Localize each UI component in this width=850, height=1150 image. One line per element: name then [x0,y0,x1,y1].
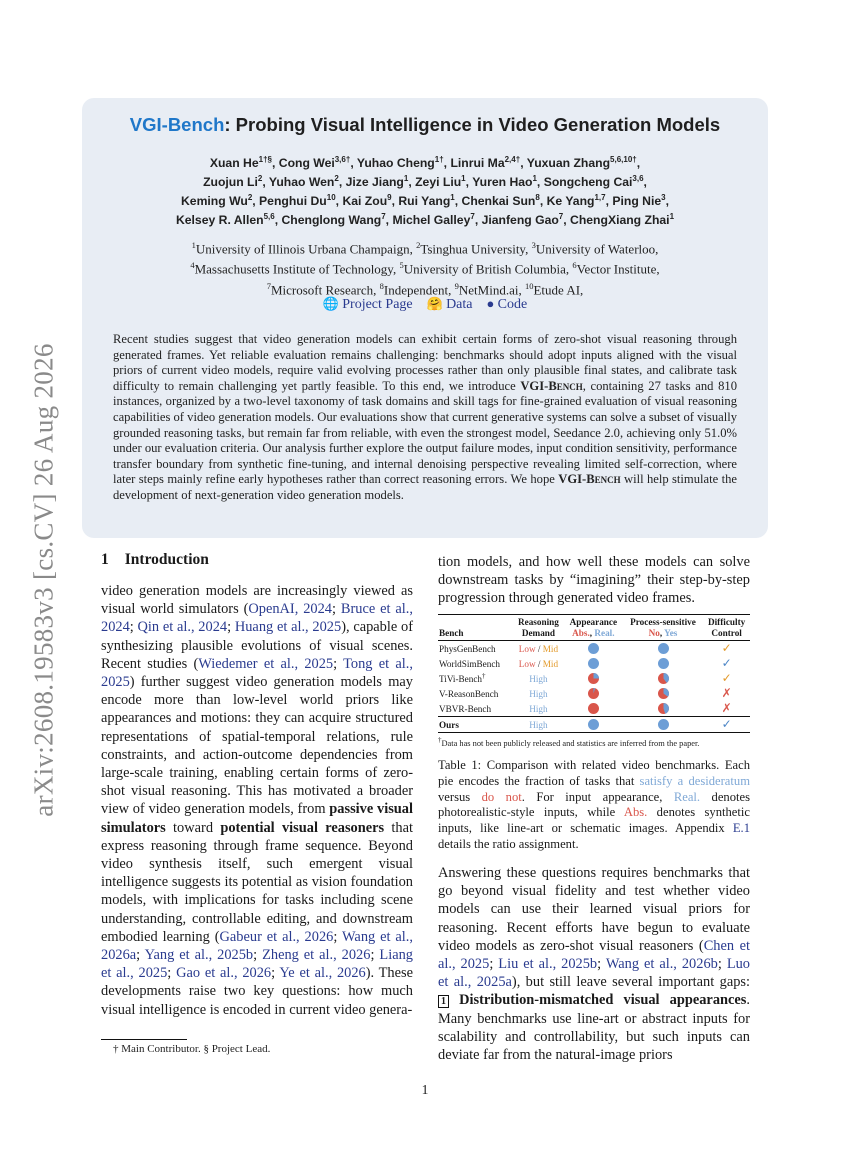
ratio-pie [587,657,600,670]
author-affiliation-mark: 3,6 [632,174,644,184]
citation-link[interactable]: Wang et al., 2026b [605,956,718,973]
appearance-cell [564,641,623,657]
affiliation-mark: 6 [572,260,577,271]
author-affiliation-mark: 7 [470,212,475,222]
author-affiliation-mark: 1 [461,174,466,184]
citation-link[interactable]: Gao et al., 2026 [176,965,272,982]
author-affiliation-mark: 5,6,10† [610,155,637,164]
author-affiliation-mark: 3 [661,193,666,203]
cross-mark-icon: ✗ [721,686,732,700]
process-cell [623,701,704,717]
affiliation-name: Tsinghua University [420,241,526,257]
table-row [438,641,750,657]
author-name: Penghui Du [259,194,327,209]
author-affiliation-mark: 1†§ [258,155,272,164]
github-icon: ● [486,296,498,311]
project-page-link[interactable] [323,297,413,312]
footnote-rule [101,1039,187,1040]
difficulty-cell [703,701,750,717]
author-affiliation-mark: 8 [535,193,540,203]
affiliation-name: Massachusetts Institute of Technology [194,261,393,277]
table-note: †Data has not been publicly released and statistics are inferred from the paper. [438,736,700,748]
affiliation-mark: 10 [524,280,534,291]
bench-name-cell: V-ReasonBench [439,688,499,699]
ratio-pie [587,642,600,655]
difficulty-cell [703,641,750,657]
author-name: Zeyi Liu [415,175,462,190]
bench-name-cell: WorldSimBench [439,658,501,669]
bench-name-cell: VBVR-Bench [439,703,492,714]
author-name: Rui Yang [398,194,451,209]
comparison-table [438,614,750,748]
author-name: ChengXiang Zhai [570,213,670,228]
table-row [438,717,750,733]
check-mark-icon: ✓ [721,717,732,731]
appearance-cell [564,656,623,671]
pie-satisfy-slice [588,658,599,669]
affiliation-mark: 5 [399,260,404,271]
reasoning-demand-cell: High [529,703,548,714]
affiliation-mark: 7 [266,280,271,291]
data-link[interactable] [427,297,473,312]
bench-name-cell: Ours [439,719,459,730]
author-name: Kelsey R. Allen [175,213,264,228]
author-affiliation-mark: 1 [669,212,675,222]
citation-link[interactable]: Yang et al., 2025b [144,947,254,964]
affiliation-name: University of British Columbia [403,261,566,277]
pie-satisfy-slice [593,673,599,679]
citation-link[interactable]: Wang et al., 2026a [101,928,413,964]
intro-right-column-top: tion models, and how well these models can solve downstream tasks by “imagining” their step-by-step progression through generated video frames. [438,554,750,607]
abstract: Recent studies suggest that video generation models can exhibit certain forms of zero-shot visual reasoning through generated frames. Yet reliable evaluation remains challenging: benchmarks should adopt inputs aligned with the visual priors of current video models, require valid evolving processes rather than only plausible final states, and calibrate task difficulty to remain challenging yet partly feasible. To this end, we introduce VGI-Bench, containing 27 tasks and 810 instances, organized by a two-level taxonomy of task domains and skill tags for fine-grained evaluation of visual reasoning capabilities of video generation models. Our evaluations show that current generative systems can solve a subset of visually grounded reasoning tasks, but remain far from reliable, with even the strongest model, Seedance 2.0, achieving only 51.0% under our evaluation criteria. Our analysis further explore the output failure modes, input condition sensitivity, performance transfer boundary from synthetic fine-tuning, and internal denoising perspective revealing limited self-correction, where later steps mainly refine early hypotheses rather than correct reasoning errors. We hope VGI-Bench will help stimulate the development of next-generation video generation models. [113,332,737,502]
citation-link[interactable]: Tong et al., 2025 [101,655,413,691]
citation-link[interactable]: Wiedemer et al., 2025 [198,655,334,672]
bench-name: VGI-Bench [558,472,621,487]
citation-link[interactable]: Huang et al., 2025 [234,619,342,636]
author-name: Ke Yang [546,194,595,209]
check-mark-icon: ✓ [721,671,732,685]
citation-link[interactable]: Ye et al., 2026 [279,965,366,982]
ratio-pie [587,718,600,731]
affiliation-name: NetMind.ai [458,281,519,297]
author-affiliation-mark: 5,6 [263,212,275,222]
table-row [438,701,750,717]
author-name: Kai Zou [342,194,388,209]
difficulty-cell [703,686,750,701]
table-caption: Table 1: Comparison with related video benchmarks. Each pie encodes the fraction of tasks that satisfy a desideratum versus do not. For input appearance, Real. denotes photorealistic-style inputs, while Abs. denotes synthetic inputs, like line-art or schematic images. Appendix E.1 details the ratio assignment. [438,758,750,851]
affiliation-mark: 4 [190,260,195,271]
col-appearance: Appearance Abs., Real. [569,617,618,638]
author-affiliation-mark: 1,7 [594,193,606,203]
link-label: Data [446,297,473,312]
author-name: Chenglong Wang [281,213,382,228]
appearance-cell [564,717,623,733]
author-name: Jize Jiang [345,175,404,190]
author-name: Yuhao Cheng [356,156,435,171]
pie-satisfy-slice [658,643,669,654]
bench-name-cell: PhysGenBench [439,643,496,654]
author-affiliation-mark: 2 [247,193,253,203]
affiliation-name: University of Waterloo [535,241,656,257]
affiliation-mark: 9 [454,280,459,291]
resource-links [100,296,750,313]
process-cell [623,686,704,701]
arxiv-stamp: arXiv:2608.19583v3 [cs.CV] 26 Aug 2026 [28,343,59,817]
author-affiliation-mark: 2 [334,174,339,184]
reasoning-demand-cell: High [529,673,548,684]
col-process: Process-sensitive No, Yes [630,617,696,638]
difficulty-cell [703,717,750,733]
page-number: 1 [421,1082,429,1097]
author-name: Yuxuan Zhang [526,156,611,171]
author-affiliation-mark: 1 [450,193,455,203]
ratio-pie [657,642,670,655]
author-name: Michel Galley [392,213,471,228]
difficulty-cell [703,656,750,671]
author-name: Linrui Ma [450,156,505,171]
author-name: Zuojun Li [203,175,258,190]
pie-violate-slice [588,703,599,714]
code-link[interactable] [487,297,528,312]
pie-satisfy-slice [658,719,669,730]
affiliation-name: University of Illinois Urbana Champaign [195,241,410,257]
process-cell [623,656,704,671]
paper-title [82,114,768,136]
author-affiliation-mark: 10 [326,193,336,203]
check-mark-icon: ✓ [721,656,732,670]
author-affiliation-mark: 7 [558,212,564,222]
author-list: Xuan $He^{1\dagger\S}$, Cong Wei$^{3,6\dagger}$, Yuhao Cheng$^{1\dagger}$, Linrui $Ma^{2,4\dagger}$, Yuxuan Zhang$^{5,6,10\dagger}$, Zuojun Li$^2$, Yuhao Wen$^2$, Jize Jiang$^1$, Zeyi Liu$^1$, Yuren Hao$^1$, Songcheng Cai$^{3,6}$, Keming Wu$^2$, Penghui Du$^{10}$, Kai Zou$^9$, Rui Yang$^1$, Chenkai Sun$^8$, Ke Yang$^{1,7}$, Ping Nie$^3$, Kelsey R. Allen$^{5,6}$, Chenglong Wang$^7$, Michel Galley$^7$, Jianfeng Gao$^7$, ChengXiang Zhai$^1$ [175,155,675,228]
gap-number-box: 1 [438,995,449,1008]
reasoning-demand-cell: High [529,719,548,730]
globe-icon: 🌐 [322,296,343,311]
citation-link[interactable]: Bruce et al., 2024 [101,601,413,636]
col-reasoning: Reasoning Demand [518,617,559,638]
link-label: Project Page [342,297,413,312]
citation-link[interactable]: Luo et al., 2025a [438,956,750,991]
ratio-pie [587,672,600,685]
section-title: Introduction [124,551,209,568]
author-affiliation-mark: 2,4† [504,155,521,164]
table-row [438,686,750,701]
table-row [438,671,750,686]
citation-link[interactable]: Liu et al., 2025b [498,956,598,973]
affiliation-mark: 2 [416,240,421,250]
citation-link[interactable]: Liang et al., 2025 [101,947,413,982]
table-row [438,656,750,671]
author-name: Songcheng Cai [543,175,633,190]
pie-satisfy-slice [588,719,599,730]
reasoning-demand-cell: Low / Mid [518,658,559,669]
author-name: Yuhao Wen [268,175,335,190]
affiliation-name: Microsoft Research [270,281,374,297]
affiliation-mark: 1 [191,240,196,250]
citation-link[interactable]: Zheng et al., 2026 [262,947,371,964]
check-mark-icon: ✓ [721,641,732,655]
ratio-pie [657,672,670,685]
section-number: 1 [101,551,109,568]
ratio-pie [587,687,600,700]
author-affiliation-mark: 1 [403,174,409,184]
reasoning-demand-cell: High [529,688,548,699]
title-brand: VGI-Bench [129,114,225,135]
ratio-pie [657,687,670,700]
process-cell [623,641,704,657]
author-affiliation-mark: 3,6† [334,155,351,164]
bold-phrase: passive visual simulators [101,801,413,836]
affiliation-mark: 3 [531,240,536,250]
title-rest: : Probing Visual Intelligence in Video Generation Models [224,114,721,135]
author-name: Chenkai Sun [461,194,536,209]
citation-link[interactable]: Chen et al., 2025 [438,937,750,973]
appearance-cell [564,701,623,717]
author-name: Yuren Hao [472,175,533,190]
section-heading [101,551,225,569]
author-affiliation-mark: 2 [257,174,263,184]
process-cell [623,671,704,686]
appearance-cell [564,686,623,701]
author-name: Cong Wei [278,156,335,171]
author-name: Jianfeng Gao [481,213,559,228]
bold-phrase: potential visual reasoners [220,819,385,836]
author-affiliation-mark: 9 [387,193,392,203]
ratio-pie [657,702,670,715]
author-name: Ping Nie [612,194,662,209]
col-difficulty: Difficulty Control [707,617,746,638]
ratio-pie [657,718,670,731]
affiliation-name: Etude AI [533,281,581,297]
citation-link[interactable]: Qin et al., 2024 [137,619,228,636]
pie-satisfy-slice [588,643,599,654]
col-bench: Bench [439,627,464,638]
author-affiliation-mark: 7 [381,212,386,222]
process-cell [623,717,704,733]
bench-name-cell: TiVi-Bench† [439,672,486,685]
affiliation-list: $^1$University of Illinois Urbana Champaign, $^2$Tsinghua University, $^3$University of Waterloo, $^4$Massachusetts Institute of Technology, $^5$University of British Columbia, $^6$Vector Institute, $^7$Microsoft Research, $^8$Independent, $^9$NetMind.ai, $^{10}$Etude AI, [190,240,660,297]
author-affiliation-mark: 1† [434,155,444,164]
citation-link[interactable]: OpenAI, 2024 [248,601,332,618]
affiliation-name: Vector Institute [576,261,657,277]
pie-satisfy-slice [658,658,669,669]
reasoning-demand-cell: Low / Mid [518,643,559,654]
footnote: † Main Contributor. § Project Lead. [113,1043,271,1055]
author-name: Keming Wu [181,194,248,209]
citation-link[interactable]: Gabeur et al., 2026 [219,928,334,945]
cross-mark-icon: ✗ [721,701,732,715]
appendix-link[interactable]: E.1 [732,821,750,836]
bold-phrase: Distribution-mismatched visual appearances [459,992,747,1009]
intro-right-column-bottom: Answering these questions requires benchmarks that go beyond visual fidelity and test whether video models can use their learned visual priors for reasoning. Recent efforts have begun to evaluate video models as zero-shot visual reasoners (Chen et al., 2025; Liu et al., 2025b; Wang et al., 2026b; Luo et al., 2025a), but still leave several important gaps: 1 Distribution-mismatched visual appearances. Many benchmarks use line-art or abstract inputs for scalability and controllability, but such inputs can deviate far from the natural-image priors [438,865,750,1064]
appearance-cell [564,671,623,686]
affiliation-name: Independent [383,281,449,297]
ratio-pie [587,702,600,715]
ratio-pie [657,657,670,670]
author-affiliation-mark: 1 [532,174,537,184]
author-name: Xuan He [209,156,259,171]
bench-name: VGI-Bench [520,378,583,393]
hugging-face-icon: 🤗 [426,296,447,311]
difficulty-cell [703,671,750,686]
affiliation-mark: 8 [379,280,384,291]
link-label: Code [497,297,528,312]
intro-left-column: video generation models are increasingly viewed as visual world simulators (OpenAI, 2024; Bruce et al., 2024; Qin et al., 2024; Huang et al., 2025), capable of synthesizing plausible evolutions of visual scenes. Recent studies (Wiedemer et al., 2025; Tong et al., 2025) further suggest video generation models may encode more than low-level world priors like appearances and motions: they can acquire structured representations of spatial-temporal relations, rule constraints, and action-outcome dependencies from large-scale training, enabling certain forms of zero-shot visual reasoning. This has motivated a broader view of video generation models, from passive visual simulators toward potential visual reasoners that express reasoning through frame sequence. Beyond video synthesis itself, such emergent visual intelligence suggests its potential as vision foundation models, with implications for tasks including scene understanding, controllable editing, and downstream embodied learning (Gabeur et al., 2026; Wang et al., 2026a; Yang et al., 2025b; Zheng et al., 2026; Liang et al., 2025; Gao et al., 2026; Ye et al., 2026). These developments raise two key questions: how much visual intelligence is encoded in current video genera- [101,583,414,1018]
